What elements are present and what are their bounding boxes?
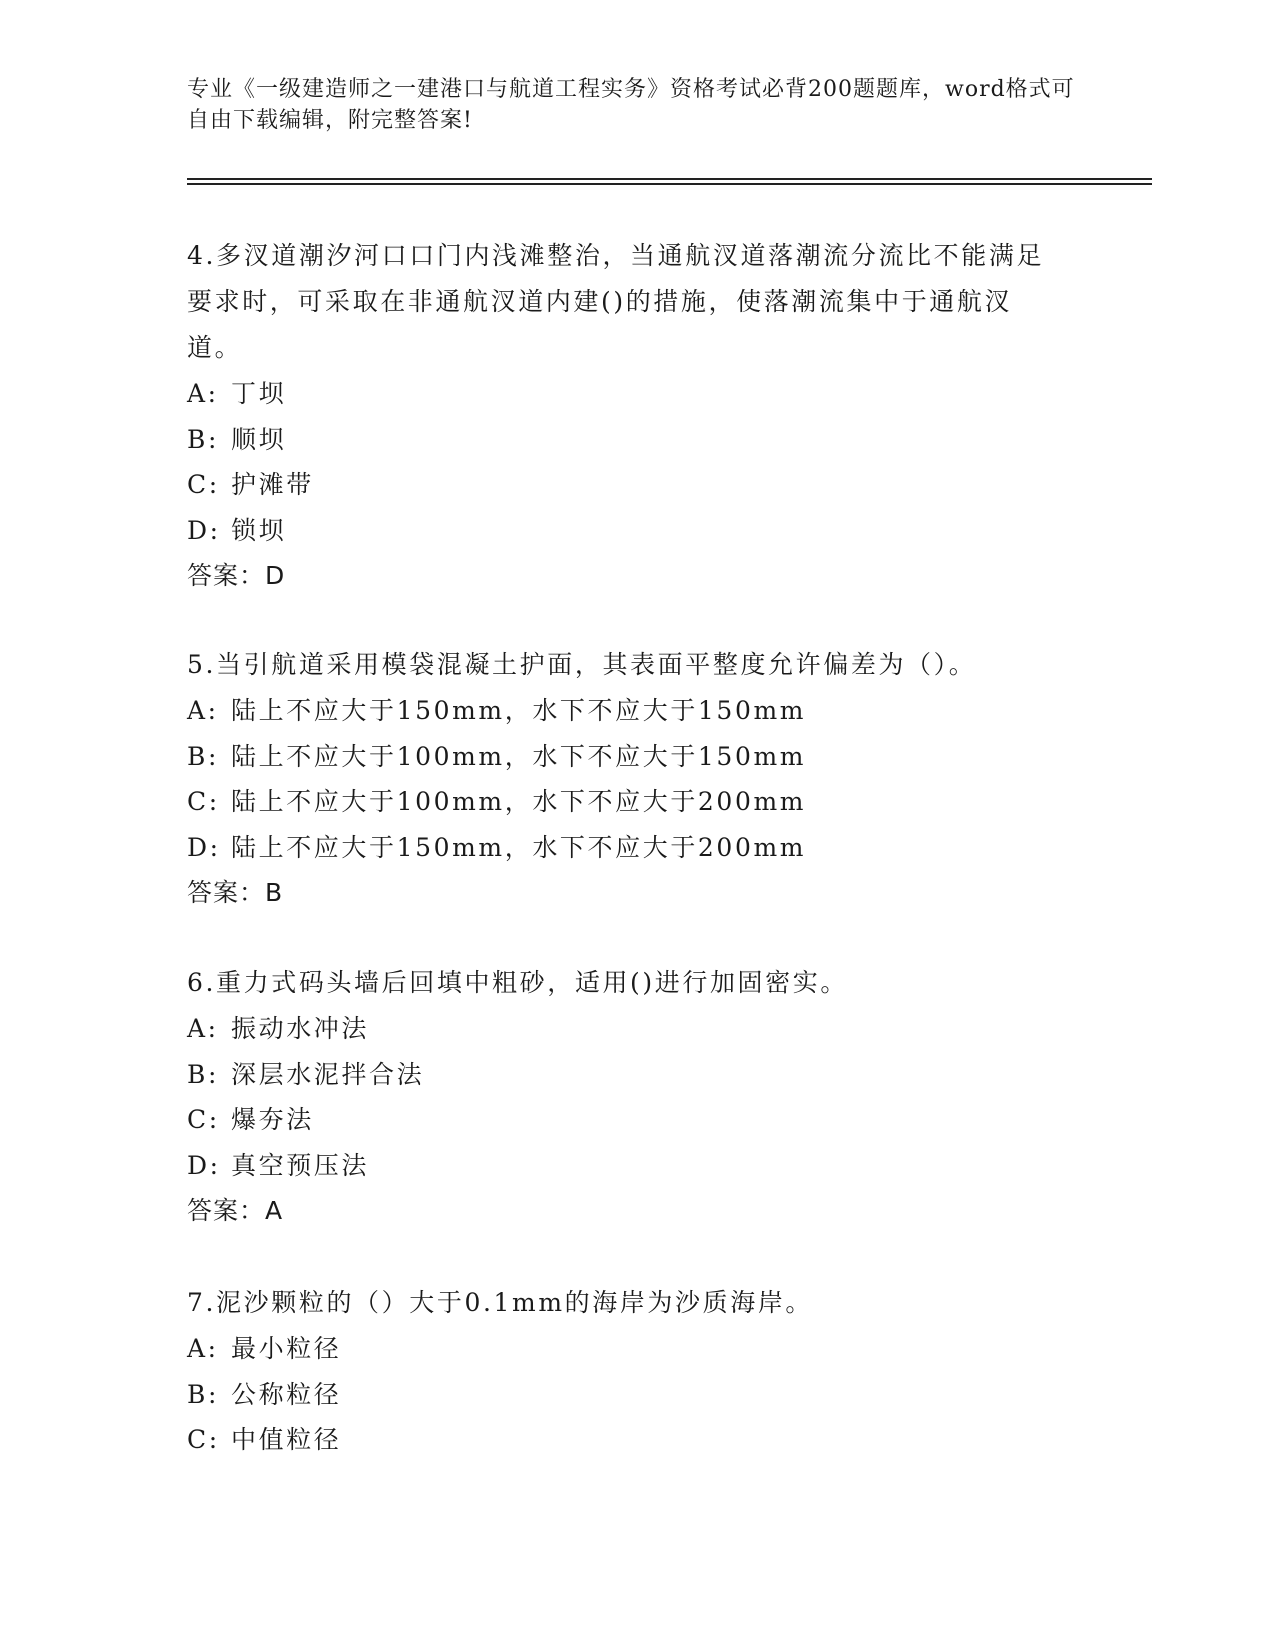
answer-line: 答案：D xyxy=(187,561,286,590)
option-c xyxy=(187,779,1067,825)
question-6 xyxy=(187,960,1067,1234)
option-text: 爆夯法 xyxy=(231,1105,314,1134)
option-text: 锁坝 xyxy=(231,515,287,545)
option-b xyxy=(187,734,1067,780)
question-stem: 4.多汊道潮汐河口口门内浅滩整治，当通航汊道落潮流分流比不能满足要求时，可采取在非通航汊道内建()的措施，使落潮流集中于通航汊道。 xyxy=(187,241,1045,362)
option-text: 陆上不应大于150mm，水下不应大于150mm xyxy=(231,696,807,725)
option-text: 中值粒径 xyxy=(231,1425,342,1454)
option-key: A: xyxy=(187,1014,219,1043)
option-a xyxy=(187,1326,1067,1372)
option-text: 陆上不应大于150mm，水下不应大于200mm xyxy=(231,832,807,862)
option-text: 丁坝 xyxy=(231,379,287,408)
option-text: 振动水冲法 xyxy=(231,1014,370,1043)
option-key: B: xyxy=(187,1379,219,1409)
header-divider-top xyxy=(187,178,1152,180)
option-b xyxy=(187,417,1067,463)
option-key: D: xyxy=(187,1150,221,1180)
option-c xyxy=(187,1417,1067,1463)
option-text: 最小粒径 xyxy=(231,1334,342,1363)
option-key: C: xyxy=(187,1105,220,1134)
question-stem: 5.当引航道采用模袋混凝土护面，其表面平整度允许偏差为（）。 xyxy=(187,650,977,679)
option-d xyxy=(187,508,1067,554)
option-text: 顺坝 xyxy=(231,424,287,454)
option-text: 真空预压法 xyxy=(231,1150,370,1180)
option-d xyxy=(187,825,1067,871)
option-key: A: xyxy=(187,379,219,408)
option-a xyxy=(187,371,1067,417)
option-b xyxy=(187,1372,1067,1418)
answer-line: 答案：B xyxy=(187,878,284,907)
document-header-title: 专业《一级建造师之一建港口与航道工程实务》资格考试必背200题题库，word格式可自由下载编辑，附完整答案! xyxy=(187,77,1075,133)
option-text: 公称粒径 xyxy=(231,1379,342,1409)
option-key: C: xyxy=(187,787,220,816)
question-5 xyxy=(187,642,1067,916)
option-d xyxy=(187,1143,1067,1189)
option-a xyxy=(187,688,1067,734)
option-key: B: xyxy=(187,741,219,771)
option-a xyxy=(187,1006,1067,1052)
option-c xyxy=(187,462,1067,508)
answer-line: 答案：A xyxy=(187,1196,284,1225)
option-key: C: xyxy=(187,1425,220,1454)
option-text: 陆上不应大于100mm，水下不应大于150mm xyxy=(231,741,807,771)
option-text: 护滩带 xyxy=(231,470,314,499)
question-stem: 7.泥沙颗粒的（）大于0.1mm的海岸为沙质海岸。 xyxy=(187,1288,814,1317)
question-7 xyxy=(187,1280,1067,1463)
question-4 xyxy=(187,233,1067,599)
option-c xyxy=(187,1097,1067,1143)
header-divider-bottom xyxy=(187,183,1152,185)
option-key: B: xyxy=(187,1059,219,1089)
option-key: D: xyxy=(187,832,221,862)
option-b xyxy=(187,1052,1067,1098)
option-key: A: xyxy=(187,696,219,725)
option-key: A: xyxy=(187,1334,219,1363)
option-text: 深层水泥拌合法 xyxy=(231,1059,425,1089)
option-key: B: xyxy=(187,424,219,454)
option-key: C: xyxy=(187,470,220,499)
option-text: 陆上不应大于100mm，水下不应大于200mm xyxy=(231,787,807,816)
option-key: D: xyxy=(187,515,221,545)
question-stem: 6.重力式码头墙后回填中粗砂，适用()进行加固密实。 xyxy=(187,968,848,997)
